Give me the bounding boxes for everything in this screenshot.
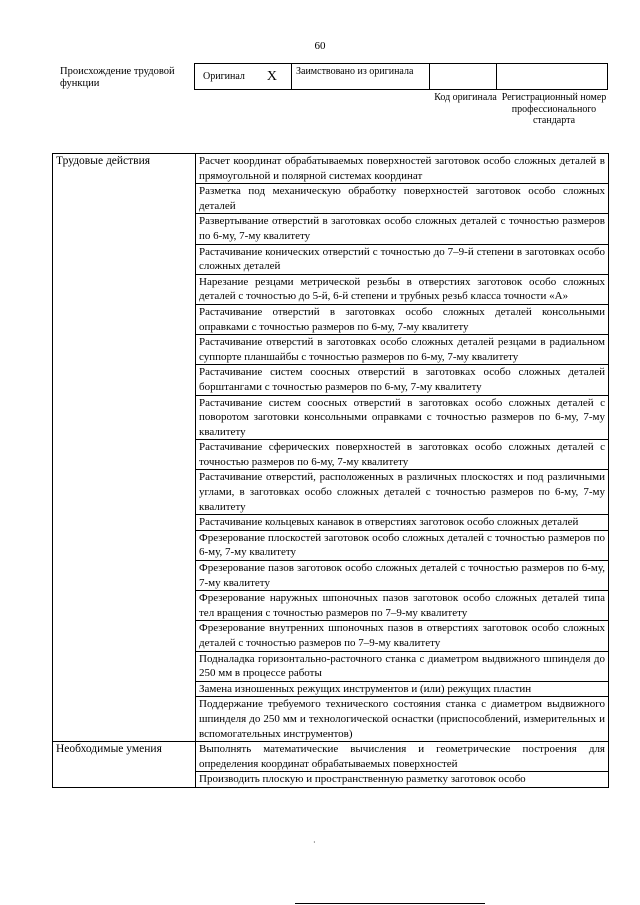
- borrowed-cell: Заимствовано из оригинала: [292, 64, 430, 89]
- labor-action-item: Замена изношенных режущих инструментов и (или) режущих пластин: [196, 681, 609, 697]
- labor-action-item: Растачивание кольцевых канавок в отверстиях заготовок особо сложных деталей: [196, 515, 609, 531]
- labor-action-item: Растачивание отверстий, расположенных в различных плоскостях и под различными углами, в заготовках особо сложных деталей с точностью размеров по 6-му, 7-му квалитету: [196, 470, 609, 515]
- origin-box: [194, 63, 608, 90]
- labor-action-item: Расчет координат обрабатываемых поверхностей заготовок особо сложных деталей в прямоугольной и полярной системах координат: [196, 154, 609, 184]
- origin-original-cell: [195, 64, 292, 89]
- table-row: [53, 154, 609, 184]
- table-row: [53, 742, 609, 772]
- labor-action-item: Фрезерование пазов заготовок особо сложных деталей с точностью размеров по 6-му, 7-му квалитету: [196, 561, 609, 591]
- labor-actions-header: Трудовые действия: [53, 154, 196, 742]
- page-number: 60: [314, 40, 326, 52]
- reg-number-cell: [497, 64, 607, 89]
- original-mark: X: [266, 68, 278, 84]
- labor-action-item: Развертывание отверстий в заготовках особо сложных деталей с точностью размеров по 6-му, 7-му квалитету: [196, 214, 609, 244]
- labor-action-item: Растачивание систем соосных отверстий в заготовках особо сложных деталей с поворотом заготовки консольными оправками с точностью размеров по 6-му, 7-му квалитету: [196, 395, 609, 440]
- page-dot: ·: [313, 838, 316, 847]
- origin-label: Происхождение трудовой функции: [60, 66, 175, 89]
- skill-item: Производить плоскую и пространственную разметку заготовок особо: [196, 772, 609, 788]
- footer-rule: [295, 903, 485, 904]
- labor-action-item: Растачивание сферических поверхностей в заготовках особо сложных деталей с точностью размеров по 6-му, 7-му квалитету: [196, 440, 609, 470]
- skills-header: Необходимые умения: [53, 742, 196, 788]
- skill-item: Выполнять математические вычисления и геометрические построения для определения координат обрабатываемых поверхностей: [196, 742, 609, 772]
- code-caption: Код оригинала: [434, 92, 497, 103]
- labor-action-item: Растачивание отверстий в заготовках особо сложных деталей резцами в радиальном суппорте планшайбы с точностью размеров по 6-му, 7-му квалитету: [196, 335, 609, 365]
- code-cell: [430, 64, 497, 89]
- labor-action-item: Нарезание резцами метрической резьбы в отверстиях заготовок особо сложных деталей с точностью до 5-й, 6-й степени и трубных резьб класса точности «А»: [196, 274, 609, 304]
- original-label: Оригинал: [203, 71, 245, 82]
- labor-action-item: Растачивание систем соосных отверстий в заготовках особо сложных деталей борштангами с точностью размеров по 6-му, 7-му квалитету: [196, 365, 609, 395]
- labor-action-item: Растачивание конических отверстий с точностью до 7–9-й степени в заготовках особо сложных деталей: [196, 244, 609, 274]
- labor-action-item: Разметка под механическую обработку поверхностей заготовок особо сложных деталей: [196, 184, 609, 214]
- labor-action-item: Подналадка горизонтально-расточного станка с диаметром выдвижного шпинделя до 250 мм в процессе работы: [196, 651, 609, 681]
- labor-action-item: Фрезерование внутренних шпоночных пазов в отверстиях заготовок особо сложных деталей с точностью размеров по 7–9-му квалитету: [196, 621, 609, 651]
- labor-action-item: Растачивание отверстий в заготовках особо сложных деталей консольными оправками с точностью размеров по 6-му, 7-му квалитету: [196, 304, 609, 334]
- labor-action-item: Фрезерование плоскостей заготовок особо сложных деталей с точностью размеров по 6-му, 7-му квалитету: [196, 530, 609, 560]
- reg-caption: Регистрационный номер профессионального стандарта: [501, 92, 607, 126]
- functions-table: [52, 153, 609, 788]
- labor-action-item: Поддержание требуемого технического состояния станка с диаметром выдвижного шпинделя до 250 мм и технологической оснастки (приспособлений, измерительных и вспомогательных инструментов): [196, 697, 609, 742]
- labor-action-item: Фрезерование наружных шпоночных пазов заготовок особо сложных деталей типа тел вращения с точностью размеров по 7–9-му квалитету: [196, 591, 609, 621]
